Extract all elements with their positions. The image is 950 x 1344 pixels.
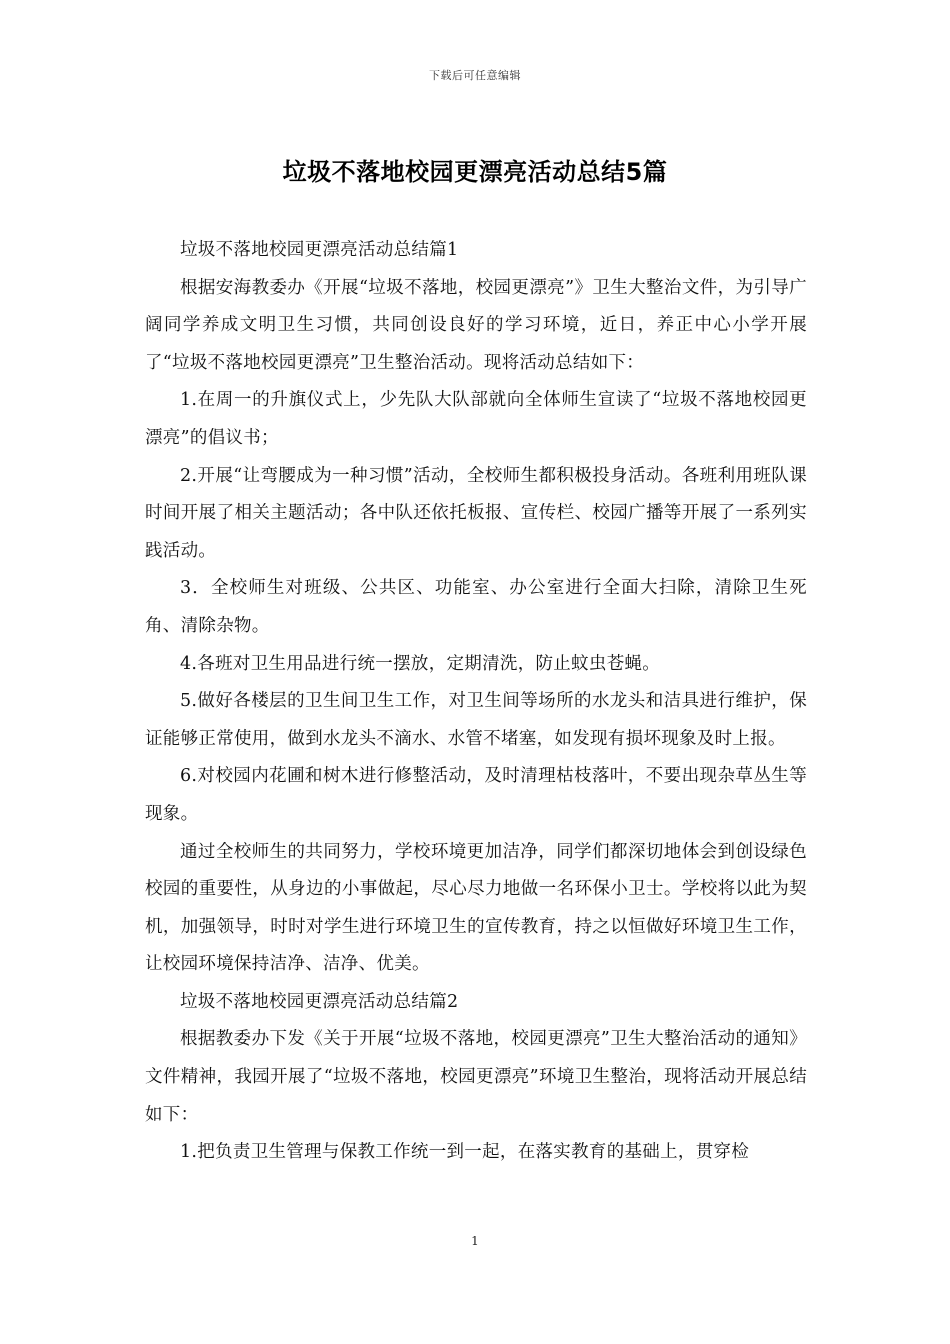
paragraph-item-2-1: 1.把负责卫生管理与保教工作统一到一起，在落实教育的基础上，贯穿检: [180, 1142, 750, 1163]
paragraph-item-6: 6.对校园内花圃和树木进行修整活动，及时清理枯枝落叶，不要出现杂草丛生等现象。: [145, 766, 807, 824]
paragraph-item-3: 3．全校师生对班级、公共区、功能室、办公室进行全面大扫除，清除卫生死角、清除杂物。: [145, 578, 807, 636]
download-note: 下载后可任意编辑: [429, 69, 521, 82]
paragraph-conclusion: 通过全校师生的共同努力，学校环境更加洁净，同学们都深切地体会到创设绿色校园的重要性，从身边的小事做起，尽心尽力地做一名环保小卫士。学校将以此为契机，加强领导，时时对学生进行环境卫生的宣传教育，持之以恒做好环境卫生工作，让校园环境保持洁净、洁净、优美。: [145, 841, 807, 975]
document-title: 垃圾不落地校园更漂亮活动总结5篇: [282, 158, 668, 186]
section-heading-2: 垃圾不落地校园更漂亮活动总结篇2: [180, 991, 459, 1012]
paragraph-item-2: 2.开展“让弯腰成为一种习惯”活动，全校师生都积极投身活动。各班利用班队课时间开展了相关主题活动；各中队还依托板报、宣传栏、校园广播等开展了一系列实践活动。: [145, 465, 807, 561]
paragraph-item-5: 5.做好各楼层的卫生间卫生工作，对卫生间等场所的水龙头和洁具进行维护，保证能够正常使用，做到水龙头不滴水、水管不堵塞，如发现有损坏现象及时上报。: [145, 691, 807, 749]
paragraph-intro: 根据安海教委办《开展“垃圾不落地，校园更漂亮”》卫生大整治文件，为引导广阔同学养成文明卫生习惯，共同创设良好的学习环境，近日，养正中心小学开展了“垃圾不落地校园更漂亮”卫生整治活动。现将活动总结如下：: [145, 277, 807, 373]
page-number: 1: [471, 1234, 479, 1248]
document-body: [145, 232, 807, 1172]
section-heading-1: 垃圾不落地校园更漂亮活动总结篇1: [180, 240, 459, 260]
paragraph-item-1: 1.在周一的升旗仪式上，少先队大队部就向全体师生宣读了“垃圾不落地校园更漂亮”的倡议书；: [145, 390, 807, 448]
paragraph-intro-2: 根据教委办下发《关于开展“垃圾不落地，校园更漂亮”卫生大整治活动的通知》文件精神，我园开展了“垃圾不落地，校园更漂亮”环境卫生整治，现将活动开展总结如下：: [145, 1029, 807, 1125]
paragraph-item-4: 4.各班对卫生用品进行统一摆放，定期清洗，防止蚊虫苍蝇。: [180, 653, 661, 674]
